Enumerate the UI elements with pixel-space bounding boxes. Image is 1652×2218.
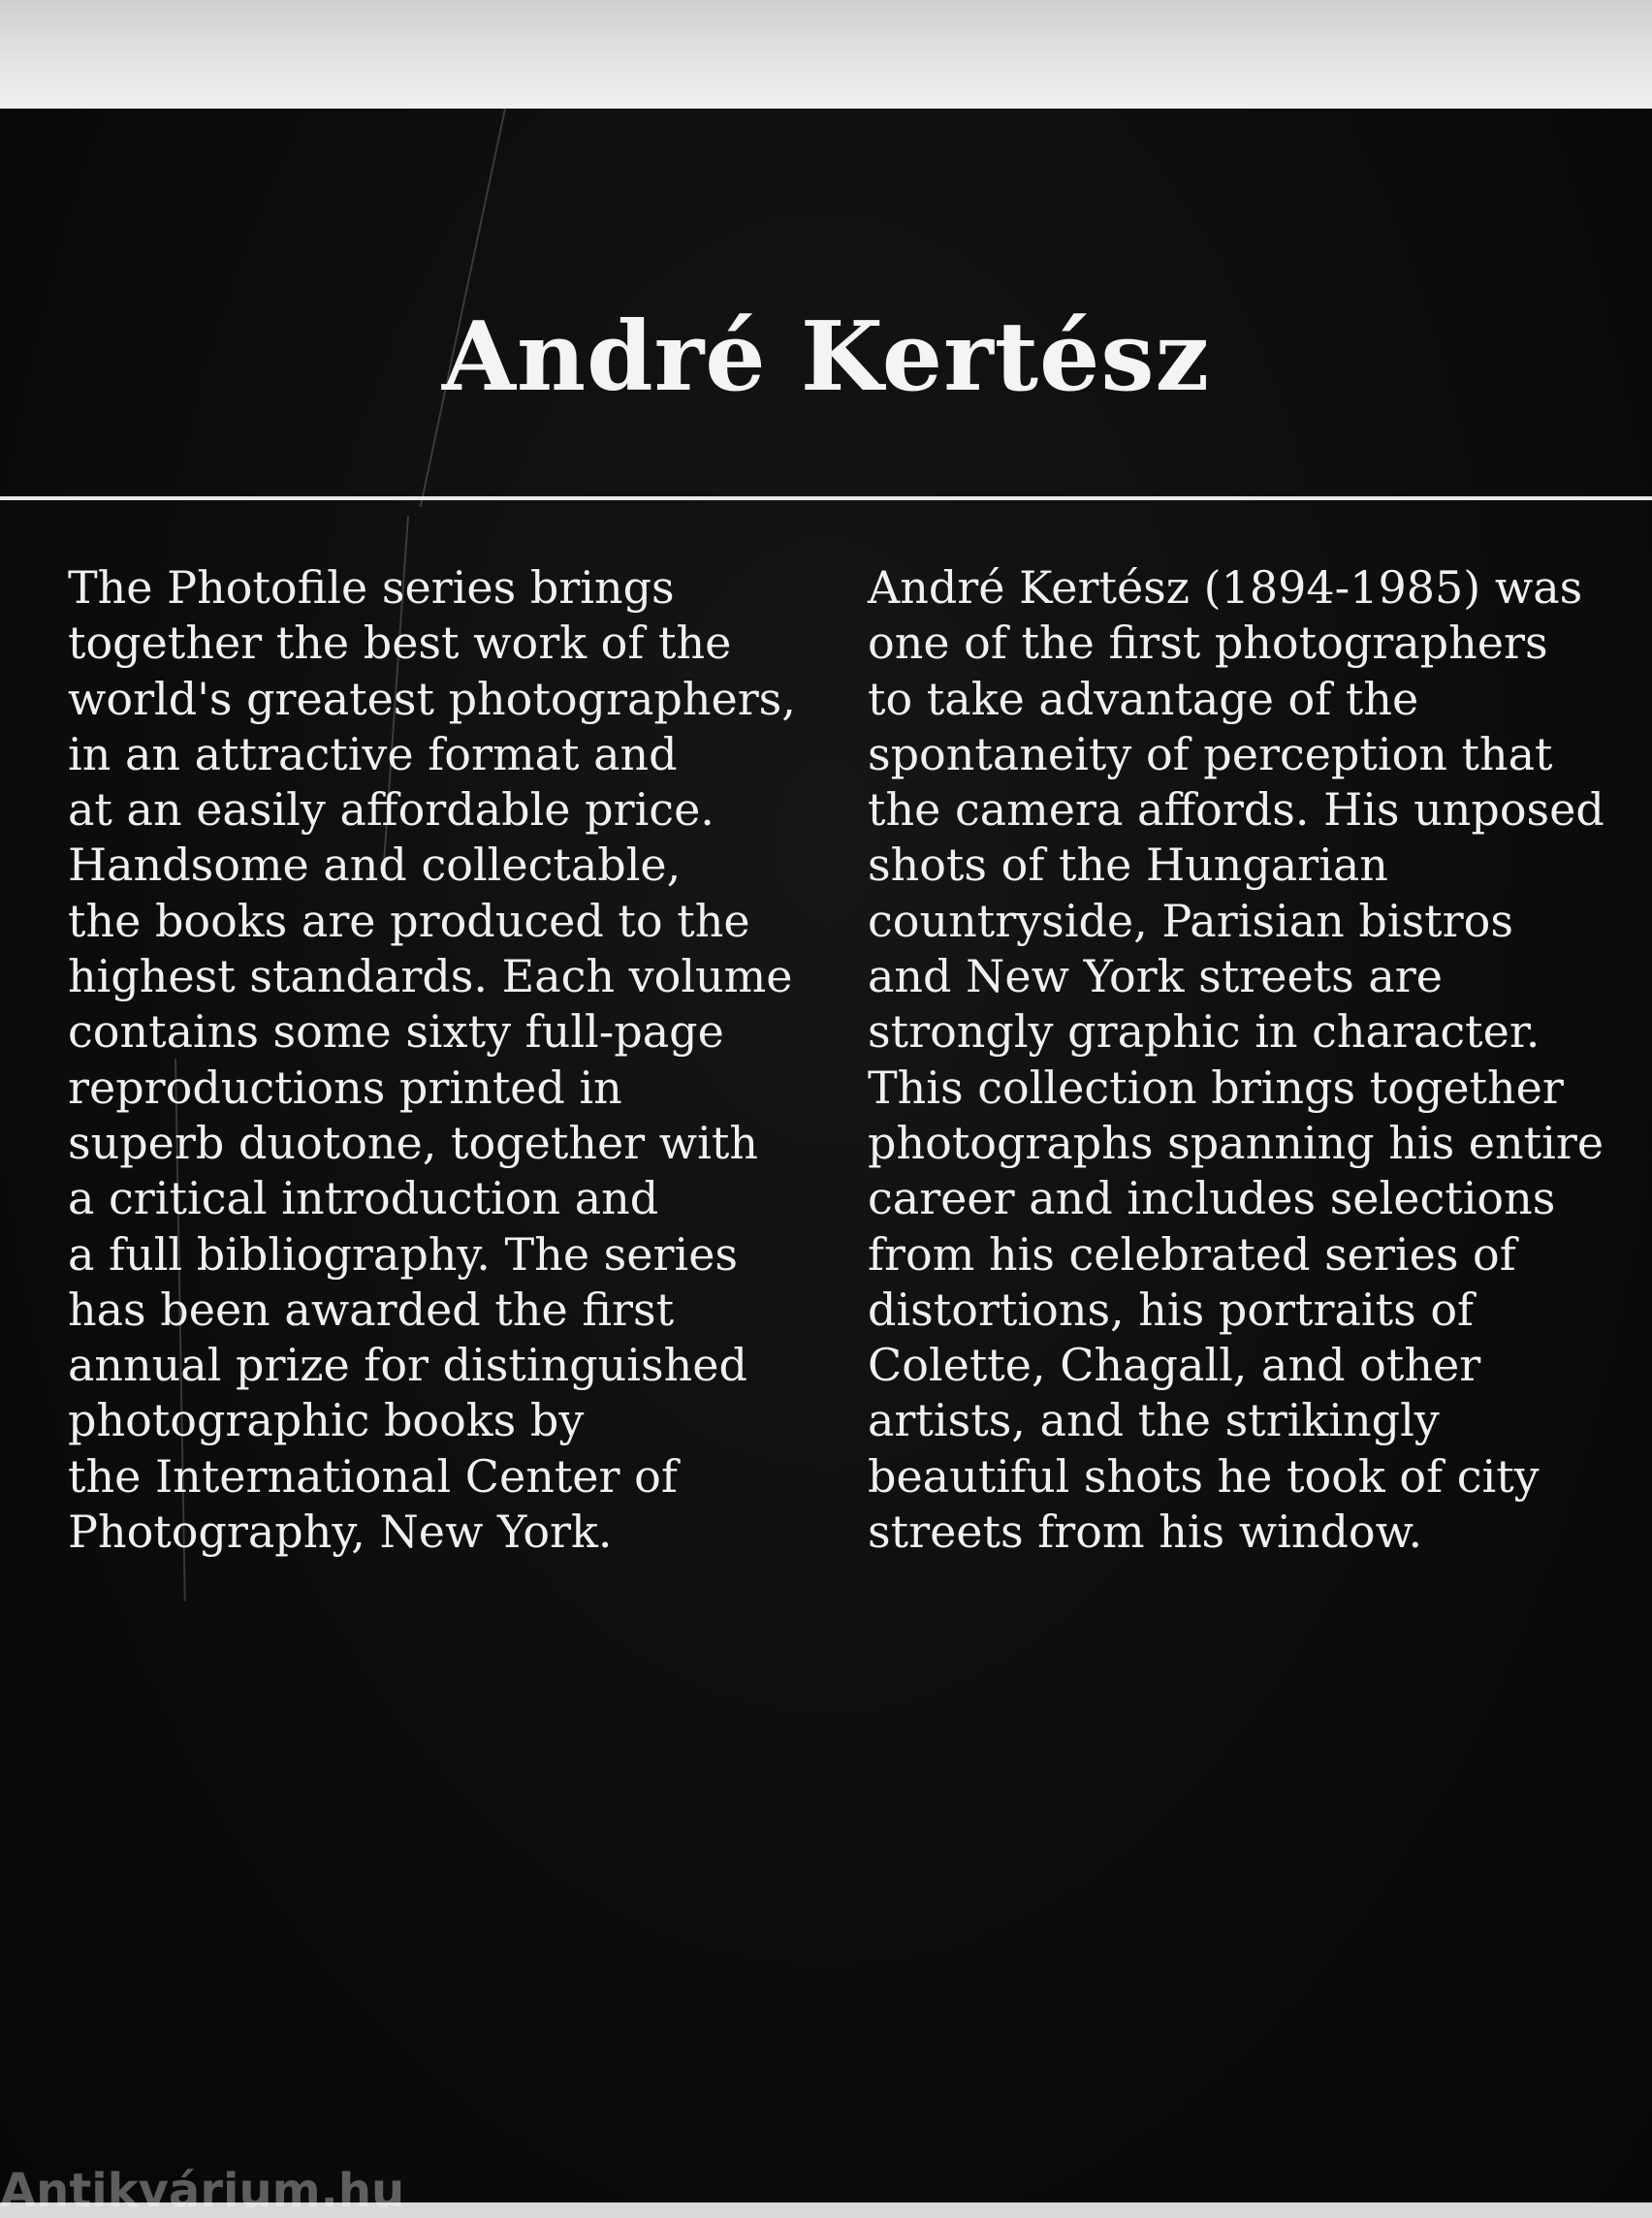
scan-background (0, 0, 1652, 111)
watermark: Antikvárium.hu (0, 2164, 405, 2218)
book-title: André Kertész (441, 301, 1211, 413)
author-description: André Kertész (1894-1985) was one of the first photographers to take advantage of the spontaneity of perception that the camera affords. His unposed shots of the Hungarian countryside, Parisian bistros and New York streets are strongly graphic in character. This collection brings together photographs spanning his entire career and includes selections from his celebrated series of distortions, his portraits of Colette, Chagall, and other artists, and the strikingly beautiful shots he took of city streets from his window. (868, 561, 1604, 1559)
series-description: The Photofile series brings together the best work of the world's greatest photographers, in an attractive format and at an easily affordable price. Handsome and collectable, the books are produced to the highest standards. Each volume contains some sixty full-page reproductions printed in superb duotone, together with a critical introduction and a full bibliography. The series has been awarded the first annual prize for distinguished photographic books by the International Center of Photography, New York. (68, 561, 796, 1559)
title-rule (0, 496, 1652, 500)
